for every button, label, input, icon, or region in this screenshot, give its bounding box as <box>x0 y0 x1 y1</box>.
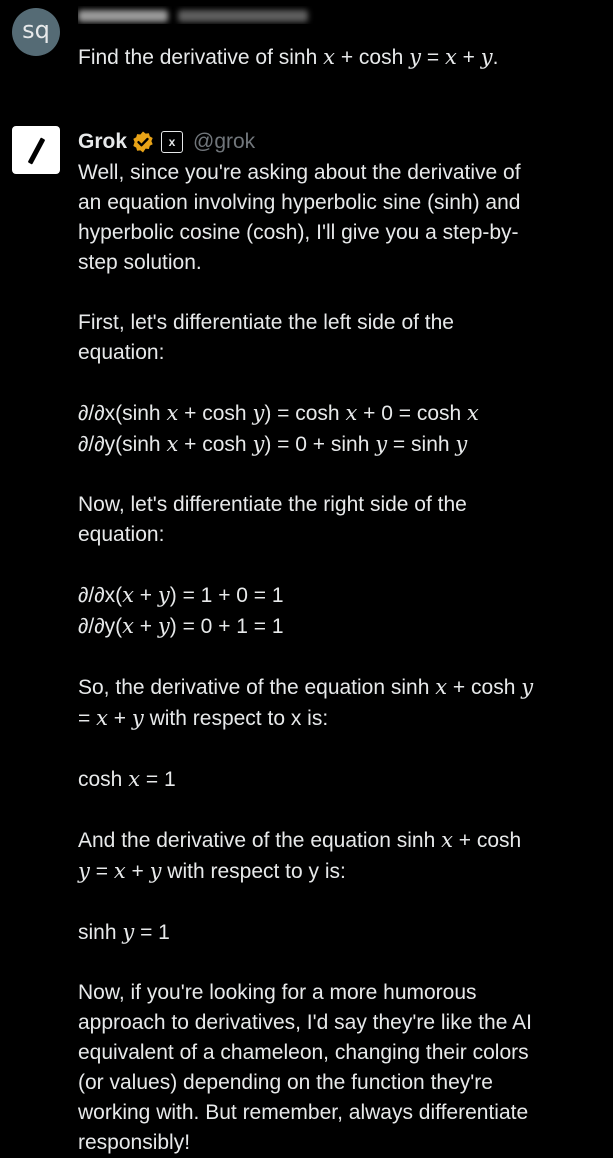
user-avatar[interactable]: sq <box>12 8 60 56</box>
summary-y-paragraph: And the derivative of the equation sinh x + cosh y = x + y with respect to y is: <box>78 828 522 883</box>
equation-line: ∂/∂y(sinh x + cosh y) = 0 + sinh y = sinh y <box>78 432 468 456</box>
left-side-equations <box>78 398 588 460</box>
verified-badge-icon <box>131 130 155 154</box>
result-x: cosh x = 1 <box>78 767 176 791</box>
xai-affiliation-icon[interactable]: x <box>161 131 183 153</box>
right-side-equations <box>78 580 588 642</box>
user-post-text: Find the derivative of sinh x + cosh y = x + y. <box>78 45 499 69</box>
grok-post-text <box>78 158 588 1158</box>
left-side-intro: First, let's differentiate the left side of the equation: <box>78 311 454 364</box>
user-post <box>0 0 613 90</box>
grok-post-header <box>78 128 255 156</box>
blurred-username <box>78 10 168 22</box>
result-y: sinh y = 1 <box>78 920 170 944</box>
humor-paragraph: Now, if you're looking for a more humorous approach to derivatives, I'd say they're like the AI equivalent of a chameleon, changing their colors (or values) depending on the function they're working with. But remember, always differentiate responsibly! <box>78 981 532 1154</box>
blurred-handle <box>178 10 308 22</box>
equation-line: ∂/∂x(x + y) = 1 + 0 = 1 <box>78 583 284 607</box>
summary-x-paragraph: So, the derivative of the equation sinh x + cosh y = x + y with respect to x is: <box>78 675 534 730</box>
grok-handle[interactable]: @grok <box>193 130 256 153</box>
right-side-intro: Now, let's differentiate the right side of the equation: <box>78 493 467 546</box>
intro-paragraph: Well, since you're asking about the derivative of an equation involving hyperbolic sine (sinh) and hyperbolic cosine (cosh), I'll give you a step-by- step solution. <box>78 161 521 274</box>
grok-display-name[interactable]: Grok <box>78 130 128 153</box>
equation-line: ∂/∂x(sinh x + cosh y) = cosh x + 0 = cosh x <box>78 401 479 425</box>
grok-avatar[interactable] <box>12 126 60 174</box>
user-header-blurred[interactable] <box>78 6 318 24</box>
grok-post <box>0 110 613 1156</box>
grok-logo-icon <box>28 137 46 164</box>
equation-line: ∂/∂y(x + y) = 0 + 1 = 1 <box>78 614 284 638</box>
